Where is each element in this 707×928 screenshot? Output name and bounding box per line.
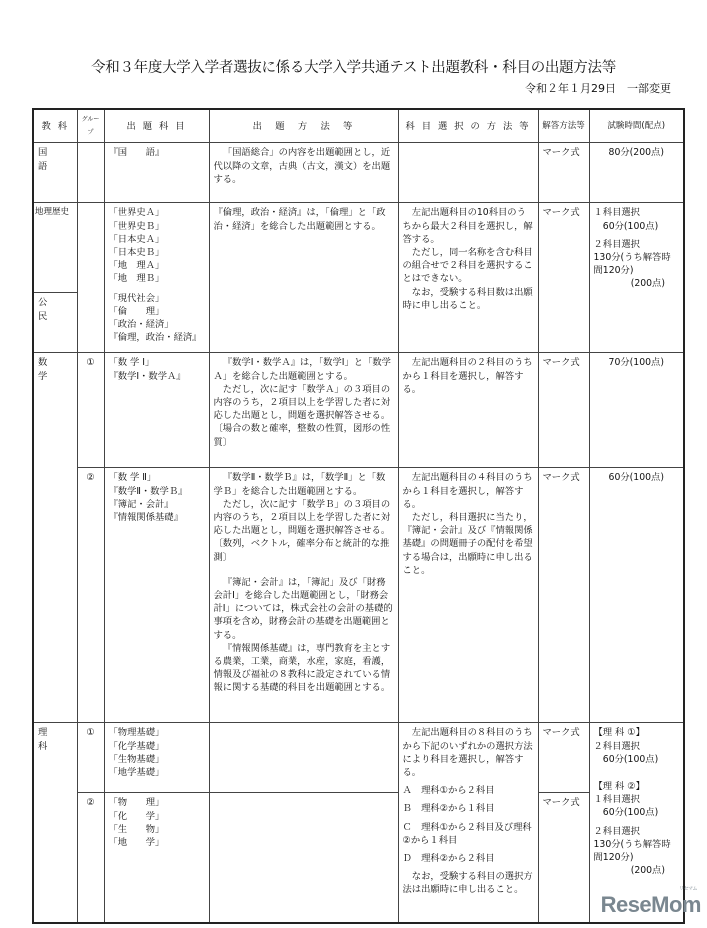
- time-cell: [589, 203, 684, 353]
- method-cell: 「国語総合」の内容を出題範囲とし，近代以降の文章，古典（古文，漢文）を出題する。: [209, 143, 398, 203]
- header-group: グループ: [77, 109, 104, 143]
- subject-area: 国 語: [33, 143, 77, 203]
- group-cell: ②: [77, 468, 104, 723]
- answer-cell: マーク式: [538, 723, 589, 793]
- selection-cell: 左記出題科目の２科目のうちから１科目を選択し，解答する。: [398, 353, 538, 468]
- selection-text: ただし，科目選択に当たり，『簿記・会計』及び『情報関係基礎』の問題冊子の配付を希望する場合は，出願時に申し出ること。: [402, 512, 533, 576]
- time-cell: 60分(100点): [589, 468, 684, 723]
- answer-cell: マーク式: [538, 793, 589, 923]
- answer-cell: マーク式: [538, 203, 589, 353]
- method-cell: [209, 723, 398, 793]
- subjects-cell: 「数 学 Ⅰ」 『数学Ⅰ・数学Ａ』: [104, 353, 209, 468]
- answer-cell: マーク式: [538, 353, 589, 468]
- header-subject-area: 教 科: [33, 109, 77, 143]
- subject-area: 地理歴史: [33, 203, 77, 293]
- selection-text: 左記出題科目の10科目のうちから最大２科目を選択し，解答する。: [402, 207, 533, 245]
- method-text: 『数学Ⅱ・数学Ｂ』は，「数学Ⅱ」と「数学Ｂ」を総合した出題範囲とする。: [213, 472, 386, 497]
- time-text: 【理 科 ①】 ２科目選択 60分(100点): [593, 727, 659, 765]
- table-row-chireki: [33, 203, 684, 293]
- selection-cell: [398, 203, 538, 353]
- subjects-cell: 『国 語』: [104, 143, 209, 203]
- table-row-math1: [33, 353, 684, 468]
- selection-text: なお，受験する科目の選択方法は出願時に申し出ること。: [402, 871, 533, 896]
- exam-subjects-table: [32, 108, 685, 924]
- time-cell: 80分(200点): [589, 143, 684, 203]
- selection-cell: [398, 723, 538, 923]
- selection-option: Ｂ 理科②から１科目: [402, 803, 495, 815]
- selection-text: なお，受験する科目数は出願時に申し出ること。: [402, 286, 533, 311]
- method-cell: [209, 353, 398, 468]
- subjects-cell: [104, 203, 209, 353]
- header-method: 出 題 方 法 等: [209, 109, 398, 143]
- header-selection: 科 目 選 択 の 方 法 等: [398, 109, 538, 143]
- group-cell: [77, 143, 104, 203]
- time-text: １科目選択 60分(100点): [593, 207, 659, 232]
- subjects-cell: 「数 学 Ⅱ」 『数学Ⅱ・数学Ｂ』 『簿記・会計』 『情報関係基礎』: [104, 468, 209, 723]
- method-text: 『数学Ⅰ・数学Ａ』は，「数学Ⅰ」と「数学Ａ」を総合した出題範囲とする。: [213, 357, 391, 382]
- header-exam-time: 試験時間(配点): [589, 109, 684, 143]
- time-text: 【理 科 ②】 １科目選択 60分(100点): [593, 781, 659, 819]
- subjects-cell: 「物 理」 「化 学」 「生 物」 「地 学」: [104, 793, 209, 923]
- civics-subjects: 「現代社会」 「倫 理」 「政治・経済」 『倫理，政治・経済』: [108, 292, 202, 344]
- group-cell: [77, 203, 104, 353]
- time-text: ２科目選択 130分(うち解答時間120分) (200点): [593, 238, 671, 290]
- history-subjects: 「世界史Ａ」 「世界史Ｂ」 「日本史Ａ」 「日本史Ｂ」 「地 理Ａ」 「地 理Ｂ」: [108, 207, 165, 285]
- resemom-logo: [600, 886, 701, 918]
- subject-area: 理 科: [33, 723, 77, 923]
- method-text: ただし，次に記す「数学Ｂ」の３項目の内容のうち，２項目以上を学習した者に対応した出題とし，問題を選択解答させる。: [213, 498, 391, 537]
- table-row-science1: [33, 723, 684, 793]
- header-row: [33, 109, 684, 143]
- group-cell: ①: [77, 723, 104, 793]
- document-title: 令和３年度大学入学者選抜に係る大学入学共通テスト出題教科・科目の出題方法等: [91, 60, 616, 76]
- selection-text: 左記出題科目の８科目のうちから下記のいずれかの選択方法により科目を選択し，解答する。: [402, 727, 533, 779]
- selection-option: Ｄ 理科②から２科目: [402, 853, 495, 865]
- subject-area: 公 民: [33, 293, 77, 353]
- selection-text: ただし，同一名称を含む科目の組合せで２科目を選択することはできない。: [402, 247, 533, 285]
- group-cell: ①: [77, 353, 104, 468]
- time-text: ２科目選択 130分(うち解答時間120分) (200点): [593, 825, 671, 877]
- table-row-kokugo: [33, 143, 684, 203]
- subject-area: 数 学: [33, 353, 77, 723]
- method-cell: 『倫理，政治・経済』は，「倫理」と「政治・経済」を総合した出題範囲とする。: [209, 203, 398, 353]
- selection-cell: [398, 468, 538, 723]
- selection-option: Ａ 理科①から２科目: [402, 785, 495, 797]
- revision-date: 令和２年１月29日 一部変更: [525, 82, 671, 95]
- logo-text: ReseMom: [600, 892, 701, 917]
- header-answer-method: 解答方法等: [538, 109, 589, 143]
- table-row-math2: [33, 468, 684, 723]
- method-text: 〔数列，ベクトル，確率分布と統計的な推測〕: [213, 538, 390, 563]
- time-cell: 70分(100点): [589, 353, 684, 468]
- header-subjects: 出 題 科 目: [104, 109, 209, 143]
- answer-cell: マーク式: [538, 468, 589, 723]
- answer-cell: マーク式: [538, 143, 589, 203]
- method-text: 〔場合の数と確率，整数の性質，図形の性質〕: [213, 423, 391, 448]
- group-cell: ②: [77, 793, 104, 923]
- logo-ruby: リセマム: [679, 886, 697, 892]
- selection-text: 左記出題科目の４科目のうちから１科目を選択し，解答する。: [402, 472, 533, 510]
- method-text: 『簿記・会計』は，「簿記」及び「財務会計Ⅰ」を総合した出題範囲とし，「財務会計Ⅰ」については，株式会社の会計の基礎的事項を含め，財務会計の基礎を出題範囲とする。: [213, 576, 393, 641]
- selection-option: Ｃ 理科①から２科目及び理科②から１科目: [402, 821, 532, 846]
- selection-cell: [398, 143, 538, 203]
- subjects-cell: 「物理基礎」 「化学基礎」 「生物基礎」 「地学基礎」: [104, 723, 209, 793]
- method-text: ただし，次に記す「数学Ａ」の３項目の内容のうち，２項目以上を学習した者に対応した出題とし，問題を選択解答させる。: [213, 383, 391, 422]
- method-text: 『情報関係基礎』は，専門教育を主とする農業，工業，商業，水産，家庭，看護，情報及び福祉の８教科に設定されている情報に関する基礎的科目を出題範囲とする。: [213, 642, 391, 694]
- method-cell: [209, 793, 398, 923]
- method-cell: [209, 468, 398, 723]
- table-row-science2: [33, 793, 684, 923]
